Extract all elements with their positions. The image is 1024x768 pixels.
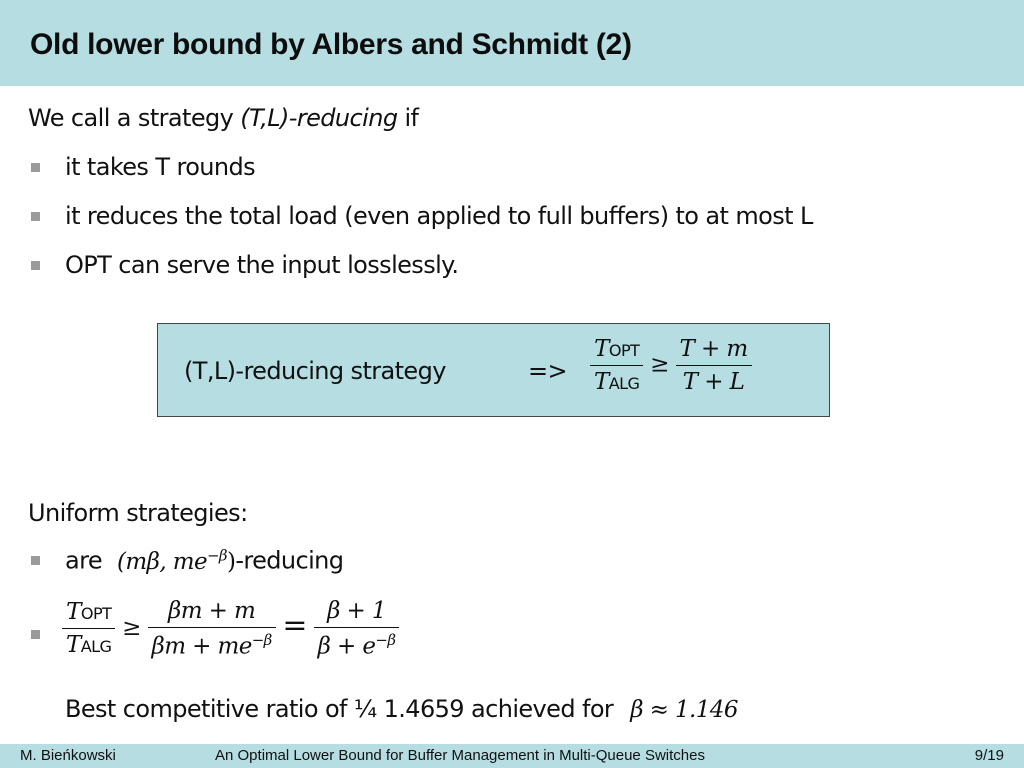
bullet-icon xyxy=(31,163,40,172)
theorem-box xyxy=(157,323,830,417)
footer-talk-title: An Optimal Lower Bound for Buffer Management in Multi-Queue Switches xyxy=(215,747,705,764)
middle-fraction: $\frac{\beta m + m}{\beta m + me^{-\beta}}$ xyxy=(148,598,276,660)
equals-symbol: = xyxy=(282,607,307,643)
condition-item: it takes T rounds xyxy=(65,153,256,181)
best-ratio-line xyxy=(65,695,738,723)
ratio-fraction: $\frac{\text{TOPT}}{\text{TALG}}$ xyxy=(62,599,115,658)
intro-suffix: if xyxy=(397,104,419,132)
geq-symbol: ≥ xyxy=(122,614,141,641)
title-bar xyxy=(0,0,1024,86)
box-formula xyxy=(590,336,752,395)
geq-symbol: ≥ xyxy=(650,351,669,378)
are-math: (mβ, $me^{-\beta}$) xyxy=(117,546,236,575)
bound-fraction: $\frac{T + m}{T + L}$ xyxy=(676,336,752,395)
footer-bar xyxy=(0,744,1024,768)
result-fraction: $\frac{\beta + 1}{\beta + e^{-\beta}}$ xyxy=(314,598,400,660)
intro-prefix: We call a strategy xyxy=(28,104,241,132)
uniform-formula xyxy=(62,598,399,660)
implies-arrow: => xyxy=(528,357,568,385)
uniform-are-line xyxy=(65,546,343,575)
bullet-icon xyxy=(31,556,40,565)
are-suffix: -reducing xyxy=(235,546,344,575)
ratio-fraction: $\frac{\text{TOPT}}{\text{TALG}}$ xyxy=(590,336,643,395)
are-label: are xyxy=(65,546,103,575)
beta-value: β ≈ 1.146 xyxy=(630,697,738,723)
footer-author: M. Bieńkowski xyxy=(20,747,116,764)
intro-line xyxy=(28,104,418,132)
box-label: (T,L)-reducing strategy xyxy=(184,357,446,385)
uniform-heading: Uniform strategies: xyxy=(28,499,248,527)
condition-item: OPT can serve the input losslessly. xyxy=(65,251,459,279)
bullet-icon xyxy=(31,630,40,639)
bullet-icon xyxy=(31,261,40,270)
slide-title: Old lower bound by Albers and Schmidt (2) xyxy=(30,28,632,61)
footer-page-number: 9/19 xyxy=(974,747,1004,764)
bullet-icon xyxy=(31,212,40,221)
best-ratio-text: Best competitive ratio of ¼ 1.4659 achieved for xyxy=(65,695,614,723)
intro-term: (T,L)-reducing xyxy=(240,104,398,132)
condition-item: it reduces the total load (even applied to full buffers) to at most L xyxy=(65,202,813,230)
